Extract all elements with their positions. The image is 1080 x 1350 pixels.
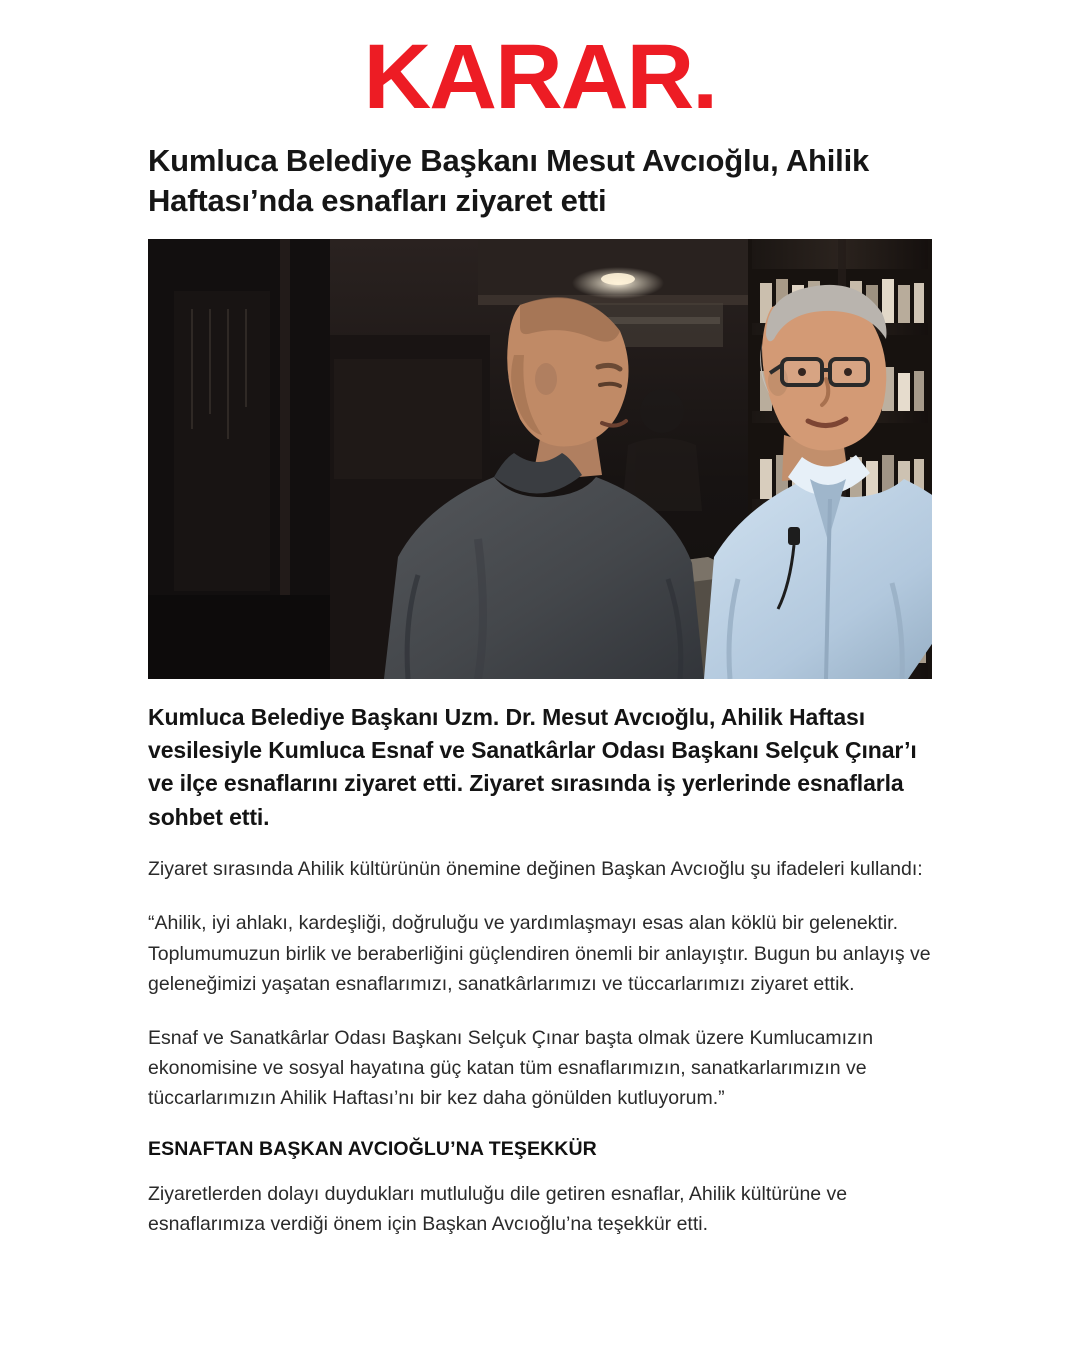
karar-logo[interactable]: KARAR. [363,26,717,128]
article-lede: Kumluca Belediye Başkanı Uzm. Dr. Mesut Avcıoğlu, Ahilik Haftası vesilesiyle Kumluca Esnaf ve Sanatkârlar Odası Başkanı Selçuk Çınar’ı ve ilçe esnaflarını ziyaret etti. Ziyaret sırasında iş yerlerinde esnaflarla sohbet etti. [148,703,917,830]
article-paragraph-2: “Ahilik, iyi ahlakı, kardeşliği, doğruluğu ve yardımlaşmayı esas alan köklü bir gelenektir. Toplumumuzun birlik ve beraberliğini güçlendiren önemli bir anlayıştır. Bugun bu anlayış ve geleneğimizi yaşatan esnaflarımızı, sanatkârlarımızı ve tüccarlarımızı ziyaret ettik. [148,912,931,995]
article-content [148,141,932,1239]
article-paragraph-1: Ziyaret sırasında Ahilik kültürünün önemine değinen Başkan Avcıoğlu şu ifadeleri kullandı: [148,858,923,881]
page-title: Kumluca Belediye Başkanı Mesut Avcıoğlu, Ahilik Haftası’nda esnafları ziyaret etti [148,143,870,219]
article-paragraph-3: Esnaf ve Sanatkârlar Odası Başkanı Selçuk Çınar başta olmak üzere Kumlucamızın ekonomisine ve sosyal hayatına güç katan tüm esnaflarımızın, sanatkarlarımızın ve tüccarlarımızın Ahilik Haftası’nı bir kez daha gönülden kutluyorum.” [148,1026,874,1110]
article-closing-paragraph: Ziyaretlerden dolayı duydukları mutluluğu dile getiren esnaflar, Ahilik kültürüne ve esnaflarımıza verdiği önem için Başkan Avcıoğlu’na teşekkür etti. [148,1182,848,1235]
article-subheading: ESNAFTAN BAŞKAN AVCIOĞLU’NA TEŞEKKÜR [148,1137,597,1160]
article-photo [148,239,932,679]
masthead [0,0,1080,135]
photo-illustration [148,239,932,679]
